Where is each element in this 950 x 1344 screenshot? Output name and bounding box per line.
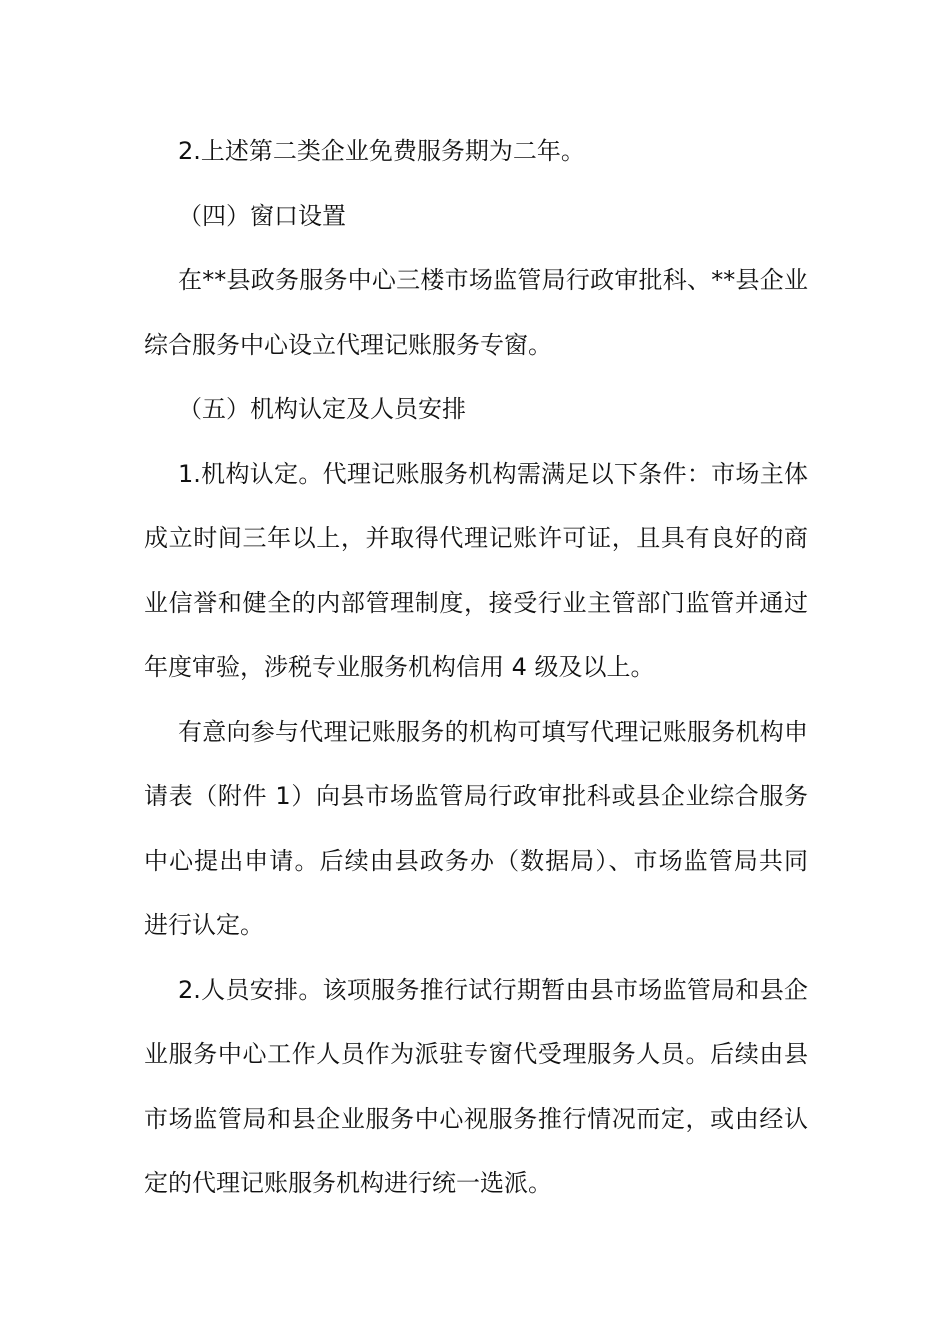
text-line: 进行认定。 — [144, 911, 264, 939]
text-line: 中心提出申请。后续由县政务办（数据局）、市场监管局共同 — [144, 846, 808, 875]
text-line: 年度审验，涉税专业服务机构信用 4 级及以上。 — [144, 653, 655, 681]
text-line: 业信誉和健全的内部管理制度，接受行业主管部门监管并通过 — [144, 588, 808, 617]
paragraph-free-service-period — [144, 119, 808, 184]
paragraph-window-location — [144, 248, 808, 377]
text-line: 有意向参与代理记账服务的机构可填写代理记账服务机构申 — [178, 717, 808, 746]
section-heading-agency-and-staff — [144, 377, 808, 442]
text-line: 1.机构认定。代理记账服务机构需满足以下条件：市场主体 — [178, 459, 808, 488]
paragraph-staff-arrangement — [144, 958, 808, 1216]
document-body — [144, 119, 808, 1216]
text-line: 2.人员安排。该项服务推行试行期暂由县市场监管局和县企 — [178, 975, 808, 1004]
text-line: （五）机构认定及人员安排 — [178, 395, 466, 423]
text-line: 业服务中心工作人员作为派驻专窗代受理服务人员。后续由县 — [144, 1040, 808, 1068]
text-line: 在**县政务服务中心三楼市场监管局行政审批科、**县企业 — [178, 266, 808, 294]
text-line: 市场监管局和县企业服务中心视服务推行情况而定，或由经认 — [144, 1104, 808, 1133]
paragraph-application-process — [144, 700, 808, 958]
text-line: 成立时间三年以上，并取得代理记账许可证，且具有良好的商 — [144, 524, 808, 552]
paragraph-agency-certification — [144, 442, 808, 700]
text-line: 综合服务中心设立代理记账服务专窗。 — [144, 330, 552, 359]
text-line: 请表（附件 1）向县市场监管局行政审批科或县企业综合服务 — [144, 782, 808, 810]
text-line: （四）窗口设置 — [178, 201, 346, 230]
section-heading-window-setup — [144, 184, 808, 249]
text-line: 定的代理记账服务机构进行统一选派。 — [144, 1169, 552, 1197]
text-line: 2.上述第二类企业免费服务期为二年。 — [178, 137, 585, 165]
